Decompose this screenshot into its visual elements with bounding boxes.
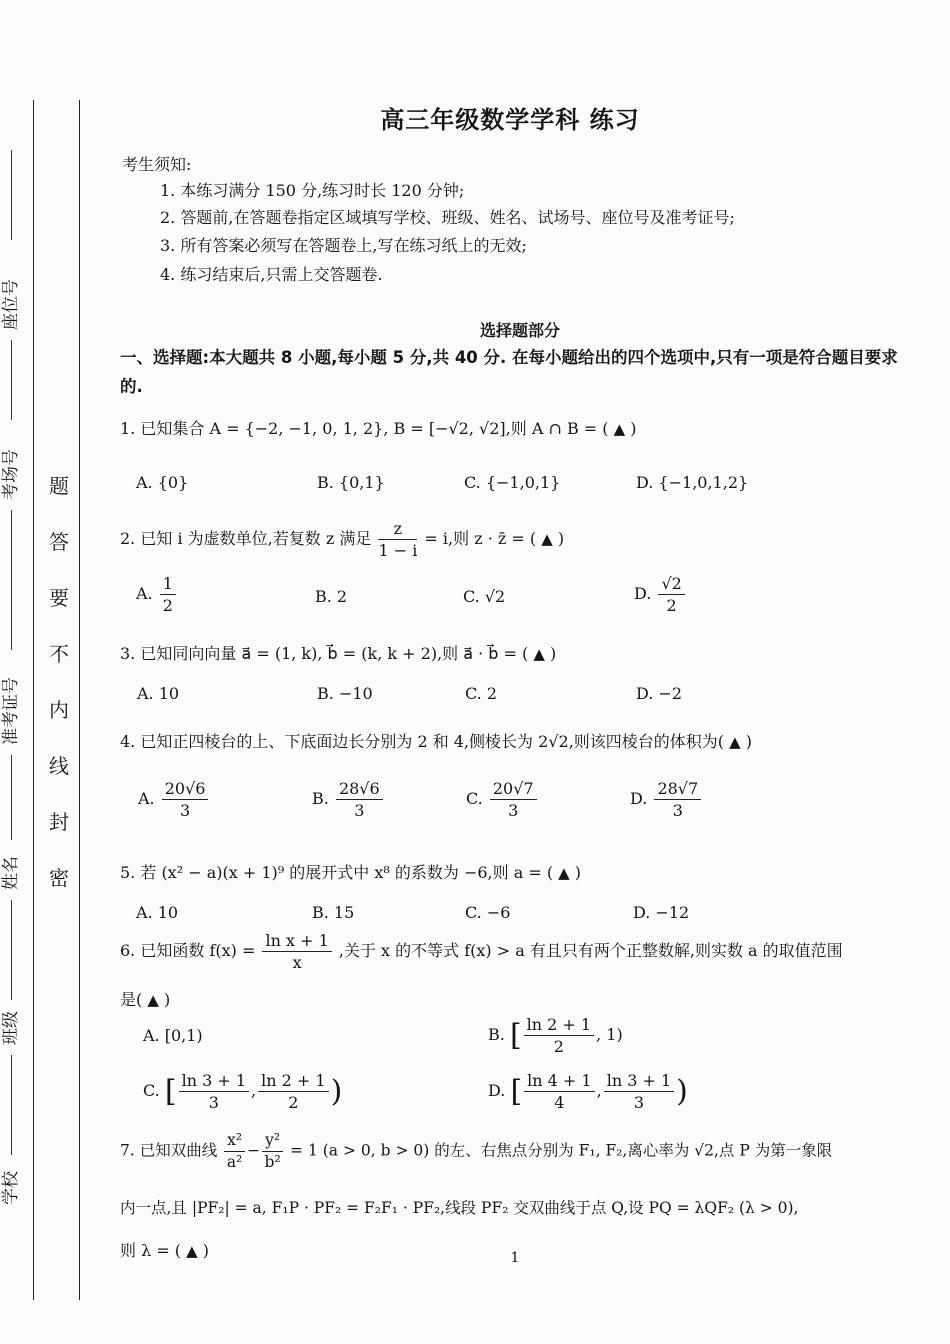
fraction xyxy=(524,1014,594,1057)
notice-item: 1. 本练习满分 150 分,练习时长 120 分钟; xyxy=(160,181,465,200)
question-5: 5. 若 (x² − a)(x + 1)⁹ 的展开式中 x⁸ 的系数为 −6,则 a = ( ▲ ) xyxy=(120,863,582,882)
numerator: ln 3 + 1 xyxy=(604,1070,674,1092)
question-stem: 5. 若 (x² − a)(x + 1)⁹ 的展开式中 x⁸ 的系数为 −6,则 a = ( xyxy=(120,863,554,882)
binding-line-right xyxy=(79,100,80,1300)
seal-char: 要 xyxy=(49,586,69,610)
question-stem-tail: = 1 (a > 0, b > 0) 的左、右焦点分别为 F₁, F₂,离心率为 √2,点 P 为第一象限 xyxy=(290,1141,833,1160)
option-b: B. −10 xyxy=(317,684,373,703)
question-stem: 4. 已知正四棱台的上、下底面边长分别为 2 和 4,侧棱长为 2√2,则该四棱台的体积为( xyxy=(120,732,725,751)
answer-marker: ▲ xyxy=(533,645,545,663)
numerator: √2 xyxy=(658,573,684,595)
interval-end: , 1) xyxy=(596,1025,623,1044)
seal-char: 封 xyxy=(49,810,69,834)
numerator: x² xyxy=(224,1130,245,1152)
denominator: 3 xyxy=(508,801,519,820)
seal-char: 题 xyxy=(49,474,69,498)
denominator: 4 xyxy=(554,1093,565,1112)
question-1: 1. 已知集合 A = {−2, −1, 0, 1, 2}, B = [−√2, √2],则 A ∩ B = ( ▲ ) xyxy=(120,419,637,438)
numerator: 20√6 xyxy=(162,778,209,800)
option-c xyxy=(466,778,539,821)
blank-line xyxy=(11,900,12,1000)
option-label: C. xyxy=(143,1081,160,1100)
denominator: 2 xyxy=(666,596,677,615)
question-stem-tail: = i,则 z · z̄ = ( xyxy=(424,529,537,548)
fraction xyxy=(262,1130,283,1173)
question-2: 2. 已知 i 为虚数单位,若复数 z 满足 $\frac{z}{1 - i}$ = i,则 z · z̄ = ( ▲ ) xyxy=(120,519,565,560)
question-4: 4. 已知正四棱台的上、下底面边长分别为 2 和 4,侧棱长为 2√2,则该四棱台的体积为( ▲ ) xyxy=(120,732,752,751)
question-stem: 3. 已知同向向量 a⃗ = (1, k), b⃗ = (k, k + 2),则 a⃗ · b⃗ = ( xyxy=(120,644,529,663)
numerator: z xyxy=(378,518,417,540)
option-c: C. √2 xyxy=(463,587,506,606)
numerator: 1 xyxy=(160,573,176,595)
denominator: 2 xyxy=(162,596,173,615)
option-a: A. 10 xyxy=(136,903,179,922)
denominator: 3 xyxy=(354,801,365,820)
option-c: C. {−1,0,1} xyxy=(464,473,561,492)
question-stem: 7. 已知双曲线 xyxy=(120,1141,218,1160)
denominator: x xyxy=(292,953,302,972)
fraction xyxy=(524,1070,594,1113)
blank-line xyxy=(11,1055,12,1155)
fraction xyxy=(378,518,417,561)
denominator: 1 − i xyxy=(378,541,418,560)
option-label: C. xyxy=(466,789,483,808)
numerator: ln 3 + 1 xyxy=(179,1070,249,1092)
option-d xyxy=(634,573,687,616)
answer-marker: ▲ xyxy=(147,991,159,1009)
question-6-line-2: 是( ▲ ) xyxy=(120,990,171,1009)
seal-char: 不 xyxy=(49,642,69,666)
option-label: A. xyxy=(138,789,155,808)
numerator: 20√7 xyxy=(490,778,537,800)
page-number: 1 xyxy=(510,1250,520,1266)
answer-marker: ▲ xyxy=(558,864,570,882)
blank-line xyxy=(11,510,12,650)
option-label: D. xyxy=(630,789,648,808)
question-7: 7. 已知双曲线 $\frac{\text{x²}}{\text{a²}}$ − $\frac{\text{y²}}{\text{b²}}$ = 1 (a > 0, b > 0) 的左、右焦点分别为 F₁, F₂,离心率为 √2,点 P 为第一象限 xyxy=(120,1131,833,1171)
numerator: ln 2 + 1 xyxy=(258,1070,328,1092)
field-school: 学校 xyxy=(1,1171,21,1205)
option-c: C. 2 xyxy=(465,684,498,703)
denominator: 3 xyxy=(208,1093,219,1112)
section-heading: 选择题部分 xyxy=(479,321,560,340)
question-stem-tail: ,关于 x 的不等式 f(x) > a 有且只有两个正整数解,则实数 a 的取值范围 xyxy=(338,941,843,960)
field-exam-room: 考场号 xyxy=(1,449,21,500)
option-d: D. {−1,0,1,2} xyxy=(636,473,749,492)
option-c: C. [ $\frac{\ln 3 + 1}{3}$ , $\frac{\ln 2 + 1}{2}$ ) xyxy=(143,1071,343,1112)
numerator: ln x + 1 xyxy=(262,930,331,952)
option-d: D. −2 xyxy=(636,684,683,703)
notice-item: 2. 答题前,在答题卷指定区域填写学校、班级、姓名、试场号、座位号及准考证号; xyxy=(160,208,735,227)
option-label: B. xyxy=(488,1025,505,1044)
notice-item: 3. 所有答案必须写在答题卷上,写在练习纸上的无效; xyxy=(160,236,527,255)
numerator: 28√7 xyxy=(654,778,701,800)
answer-marker: ▲ xyxy=(613,420,626,438)
field-seat-number: 座位号 xyxy=(1,279,21,330)
option-b xyxy=(312,778,385,821)
question-7-line-2: 内一点,且 |PF₂| = a, F₁P · PF₂ = F₂F₁ · PF₂,线段 PF₂ 交双曲线于点 Q,设 PQ = λQF₂ (λ > 0), xyxy=(120,1199,799,1217)
denominator: 2 xyxy=(288,1093,299,1112)
fraction xyxy=(224,1130,245,1173)
blank-line xyxy=(11,150,12,240)
denominator: b² xyxy=(264,1153,281,1171)
option-b: B. {0,1} xyxy=(317,473,385,492)
denominator: 3 xyxy=(633,1093,645,1112)
answer-marker: ▲ xyxy=(541,530,553,548)
question-stem: 2. 已知 i 为虚数单位,若复数 z 满足 xyxy=(120,529,372,548)
option-label: A. xyxy=(136,584,153,603)
blank-line xyxy=(11,340,12,420)
field-class: 班级 xyxy=(1,1011,21,1045)
option-a xyxy=(138,778,210,821)
notice-heading: 考生须知: xyxy=(122,155,192,174)
option-c: C. −6 xyxy=(465,903,511,922)
question-stem: 则 λ = ( xyxy=(120,1241,182,1260)
option-label: D. xyxy=(634,584,652,603)
seal-char: 答 xyxy=(49,530,69,554)
fraction xyxy=(262,930,331,973)
question-stem: 是( xyxy=(120,990,143,1009)
option-label: D. xyxy=(488,1081,506,1100)
numerator: y² xyxy=(262,1130,283,1152)
option-d xyxy=(630,778,703,821)
denominator: 3 xyxy=(180,801,191,820)
field-ticket-number: 准考证号 xyxy=(1,677,21,745)
option-a xyxy=(136,573,178,616)
numerator: 28√6 xyxy=(336,778,383,800)
fraction xyxy=(160,573,176,616)
option-d: D. −12 xyxy=(633,903,690,922)
option-a: A. 10 xyxy=(137,684,180,703)
option-a: A. {0} xyxy=(136,473,189,492)
seal-char: 内 xyxy=(49,698,69,722)
numerator: ln 4 + 1 xyxy=(524,1070,594,1092)
fraction xyxy=(258,1070,328,1113)
binding-line-left xyxy=(33,100,34,1300)
option-d: D. [ $\frac{\ln 4 + 1}{4}$ , $\frac{\ln 3 + 1}{3}$ ) xyxy=(488,1071,688,1112)
option-a: A. [0,1) xyxy=(143,1026,203,1045)
notice-item: 4. 练习结束后,只需上交答题卷. xyxy=(160,265,383,284)
fraction xyxy=(179,1070,249,1113)
fraction xyxy=(490,778,537,821)
numerator: ln 2 + 1 xyxy=(524,1014,594,1036)
part-heading: 一、选择题:本大题共 8 小题,每小题 5 分,共 40 分. 在每小题给出的四个选项中,只有一项是符合题目要求的. xyxy=(120,348,898,396)
option-b: B. 2 xyxy=(315,587,348,606)
question-7-line-3: 则 λ = ( ▲ ) xyxy=(120,1241,210,1260)
fraction xyxy=(162,778,209,821)
page-title: 高三年级数学学科 练习 xyxy=(380,106,640,134)
option-b: B. [ $\frac{\ln 2 + 1}{2}$ , 1) xyxy=(488,1015,623,1056)
seal-line-notice xyxy=(44,470,74,918)
option-label: B. xyxy=(312,789,329,808)
fraction xyxy=(654,778,701,821)
seal-char: 密 xyxy=(49,866,69,890)
denominator: 3 xyxy=(672,801,683,820)
field-name: 姓名 xyxy=(1,856,21,890)
denominator: 2 xyxy=(553,1037,564,1056)
answer-marker: ▲ xyxy=(186,1242,198,1260)
question-stem: 1. 已知集合 A = {−2, −1, 0, 1, 2}, B = [−√2, √2],则 A ∩ B = ( xyxy=(120,419,609,438)
question-6 xyxy=(120,930,843,973)
fraction xyxy=(658,573,684,616)
denominator: a² xyxy=(226,1153,243,1171)
question-stem: 6. 已知函数 f(x) = xyxy=(120,941,256,960)
answer-marker: ▲ xyxy=(729,733,741,751)
blank-line xyxy=(11,755,12,840)
seal-char: 线 xyxy=(49,754,69,778)
fraction xyxy=(336,778,383,821)
question-3: 3. 已知同向向量 a⃗ = (1, k), b⃗ = (k, k + 2),则 a⃗ · b⃗ = ( ▲ ) xyxy=(120,644,557,663)
option-b: B. 15 xyxy=(312,903,355,922)
fraction xyxy=(604,1070,674,1113)
